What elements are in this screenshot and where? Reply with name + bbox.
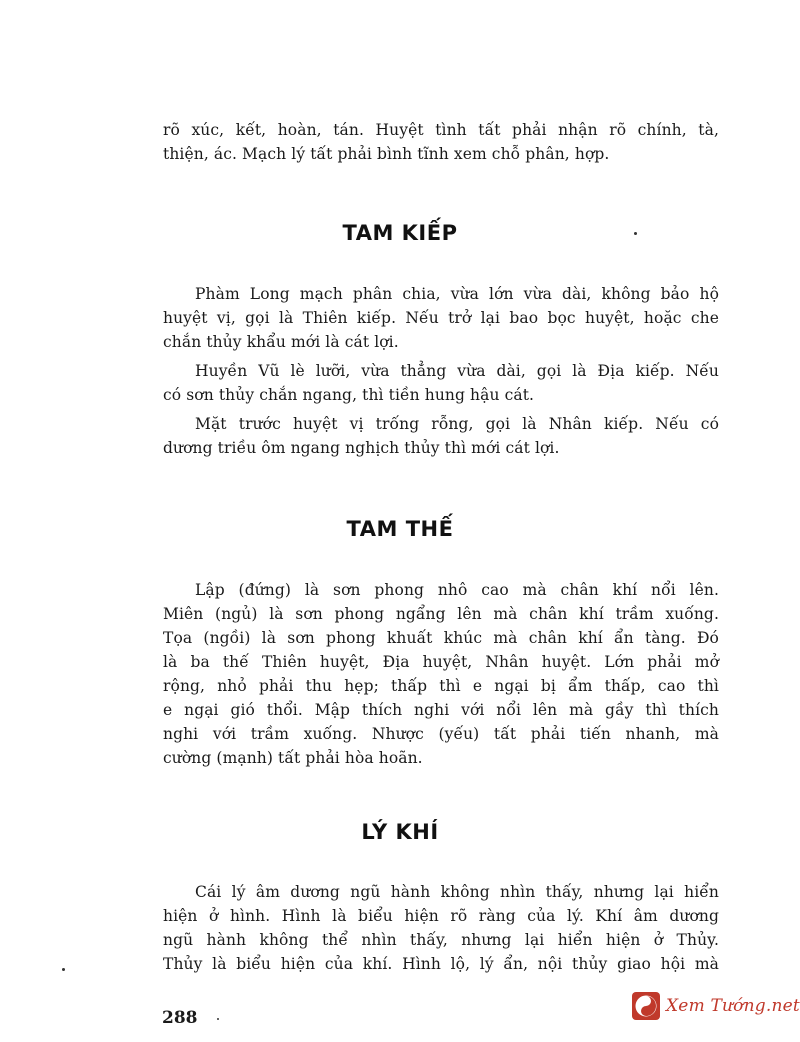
paragraph-line: Mặt trước huyệt vị trống rỗng, gọi là Nhân kiếp. Nếu có xyxy=(195,415,719,433)
paragraph-line: e ngại gió thổi. Mập thích nghi với nổi lên mà gầy thì thích xyxy=(163,701,719,719)
paragraph-line: huyệt vị, gọi là Thiên kiếp. Nếu trở lại bao bọc huyệt, hoặc che xyxy=(163,309,719,327)
section-heading-tam-the: TAM THẾ xyxy=(346,517,454,541)
section-heading-ly-khi: LÝ KHÍ xyxy=(361,820,439,844)
paragraph-line: Tọa (ngồi) là sơn phong khuất khúc mà chân khí ẩn tàng. Đó xyxy=(163,629,719,647)
paragraph-line: cường (mạnh) tất phải hòa hoãn. xyxy=(163,749,423,767)
paragraph-line: dương triều ôm ngang nghịch thủy thì mới cát lợi. xyxy=(163,439,560,457)
scan-speck xyxy=(634,232,637,235)
paragraph-line: Miên (ngủ) là sơn phong ngẩng lên mà chân khí trầm xuống. xyxy=(163,605,719,623)
paragraph-line: chắn thủy khẩu mới là cát lợi. xyxy=(163,333,399,351)
scan-speck xyxy=(62,968,65,971)
paragraph-line: Cái lý âm dương ngũ hành không nhìn thấy, nhưng lại hiển xyxy=(195,883,719,901)
section-heading-tam-kiep: TAM KIẾP xyxy=(342,221,458,245)
intro-line: thiện, ác. Mạch lý tất phải bình tĩnh xem chỗ phân, hợp. xyxy=(163,145,610,163)
watermark xyxy=(632,990,800,1022)
section-body-ly-khi xyxy=(163,880,719,976)
yin-yang-icon xyxy=(632,992,660,1020)
paragraph-line: Phàm Long mạch phân chia, vừa lớn vừa dài, không bảo hộ xyxy=(195,285,719,303)
intro-paragraph xyxy=(163,118,719,166)
paragraph-line: là ba thế Thiên huyệt, Địa huyệt, Nhân huyệt. Lớn phải mở xyxy=(163,653,719,671)
paragraph-line: nghi với trầm xuống. Nhược (yếu) tất phải tiến nhanh, mà xyxy=(163,725,719,743)
paragraph-line: Huyền Vũ lè lưỡi, vừa thẳng vừa dài, gọi là Địa kiếp. Nếu xyxy=(195,362,719,380)
paragraph-line: hiện ở hình. Hình là biểu hiện rõ ràng của lý. Khí âm dương xyxy=(163,907,719,925)
page-number: 288 xyxy=(162,1008,198,1028)
paragraph-line: rộng, nhỏ phải thu hẹp; thấp thì e ngại bị ẩm thấp, cao thì xyxy=(163,677,719,695)
watermark-text: Xem Tướng.net xyxy=(666,996,800,1016)
section-body-tam-the xyxy=(163,578,719,770)
section-body-tam-kiep xyxy=(163,282,719,460)
intro-line: rõ xúc, kết, hoàn, tán. Huyệt tình tất phải nhận rõ chính, tà, xyxy=(163,121,719,139)
paragraph-line: ngũ hành không thể nhìn thấy, nhưng lại hiển hiện ở Thủy. xyxy=(163,931,719,949)
paragraph-line: Lập (đứng) là sơn phong nhô cao mà chân khí nổi lên. xyxy=(195,581,719,599)
paragraph-line: có sơn thủy chắn ngang, thì tiền hung hậu cát. xyxy=(163,386,535,404)
paragraph-line: Thủy là biểu hiện của khí. Hình lộ, lý ẩn, nội thủy giao hội mà xyxy=(163,955,719,973)
scan-speck xyxy=(217,1018,219,1020)
